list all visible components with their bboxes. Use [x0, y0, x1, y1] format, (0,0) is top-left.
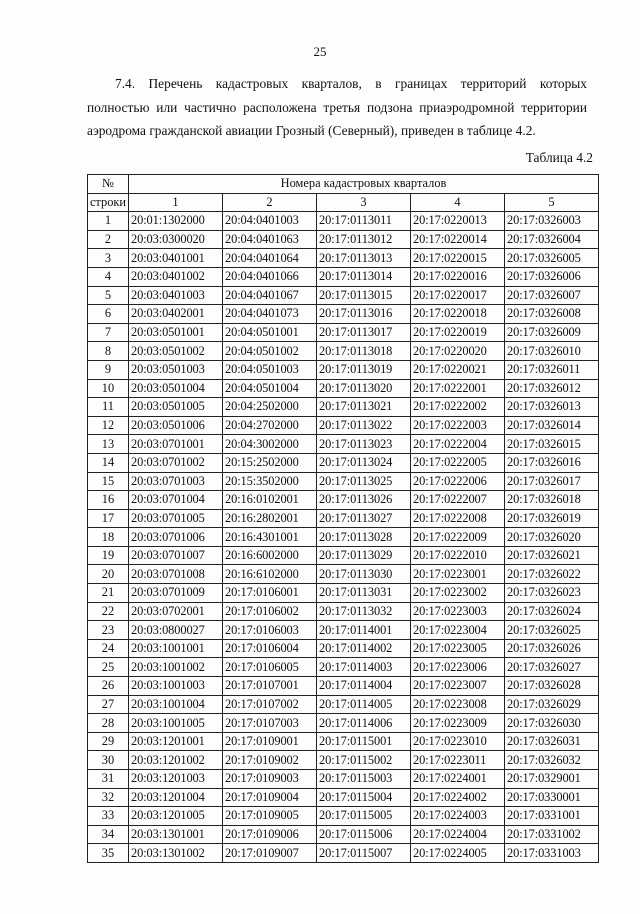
cadastral-number-cell: 20:17:0222008	[411, 509, 505, 528]
table-row	[88, 658, 599, 677]
cadastral-number-cell: 20:17:0331003	[505, 844, 599, 863]
cadastral-number-cell: 20:17:0326029	[505, 695, 599, 714]
cadastral-number-cell: 20:17:0326007	[505, 286, 599, 305]
cadastral-number-cell: 20:04:0401003	[223, 212, 317, 231]
cadastral-number-cell: 20:17:0114002	[317, 639, 411, 658]
cadastral-number-cell: 20:17:0115002	[317, 751, 411, 770]
cadastral-number-cell: 20:04:0501002	[223, 342, 317, 361]
cadastral-number-cell: 20:17:0326004	[505, 230, 599, 249]
cadastral-number-cell: 20:17:0106003	[223, 621, 317, 640]
cadastral-number-cell: 20:17:0326011	[505, 360, 599, 379]
cadastral-number-cell: 20:17:0115006	[317, 825, 411, 844]
cadastral-number-cell: 20:17:0113032	[317, 602, 411, 621]
cadastral-number-cell: 20:17:0326006	[505, 267, 599, 286]
cadastral-number-cell: 20:03:0501004	[129, 379, 223, 398]
cadastral-number-cell: 20:17:0329001	[505, 770, 599, 789]
intro-line: 7.4. Перечень кадастровых кварталов, в границах территорий которых	[115, 76, 587, 91]
row-number-cell: 30	[88, 751, 129, 770]
cadastral-number-cell: 20:17:0106005	[223, 658, 317, 677]
cadastral-number-cell: 20:17:0106004	[223, 639, 317, 658]
row-number-cell: 14	[88, 453, 129, 472]
table-row	[88, 267, 599, 286]
cadastral-number-cell: 20:17:0326024	[505, 602, 599, 621]
table-row	[88, 807, 599, 826]
cadastral-number-cell: 20:17:0326028	[505, 677, 599, 696]
cadastral-number-cell: 20:17:0107003	[223, 714, 317, 733]
row-number-cell: 25	[88, 658, 129, 677]
row-number-cell: 9	[88, 360, 129, 379]
cadastral-number-cell: 20:17:0114003	[317, 658, 411, 677]
cadastral-number-cell: 20:17:0109005	[223, 807, 317, 826]
cadastral-number-cell: 20:17:0326027	[505, 658, 599, 677]
cadastral-number-cell: 20:03:0701002	[129, 453, 223, 472]
intro-line: аэродрома гражданской авиации Грозный (Северный), приведен в таблице 4.2.	[87, 123, 536, 138]
cadastral-number-cell: 20:17:0326030	[505, 714, 599, 733]
row-number-cell: 22	[88, 602, 129, 621]
cadastral-number-cell: 20:17:0223005	[411, 639, 505, 658]
row-number-cell: 5	[88, 286, 129, 305]
cadastral-number-cell: 20:17:0115007	[317, 844, 411, 863]
cadastral-number-cell: 20:17:0326025	[505, 621, 599, 640]
cadastral-number-cell: 20:17:0220021	[411, 360, 505, 379]
intro-paragraph	[87, 72, 587, 143]
row-number-cell: 28	[88, 714, 129, 733]
cadastral-number-cell: 20:17:0220020	[411, 342, 505, 361]
row-number-cell: 12	[88, 416, 129, 435]
page-number: 25	[313, 44, 327, 59]
table-row	[88, 472, 599, 491]
cadastral-number-cell: 20:17:0113018	[317, 342, 411, 361]
cadastral-number-cell: 20:03:0701001	[129, 435, 223, 454]
cadastral-number-cell: 20:17:0331002	[505, 825, 599, 844]
row-number-cell: 16	[88, 491, 129, 510]
row-number-cell: 32	[88, 788, 129, 807]
cadastral-number-cell: 20:17:0113026	[317, 491, 411, 510]
cadastral-number-cell: 20:04:0401066	[223, 267, 317, 286]
cadastral-number-cell: 20:17:0331001	[505, 807, 599, 826]
cadastral-number-cell: 20:04:0501003	[223, 360, 317, 379]
cadastral-number-cell: 20:17:0222004	[411, 435, 505, 454]
table-row	[88, 677, 599, 696]
cadastral-number-cell: 20:17:0107002	[223, 695, 317, 714]
cadastral-number-cell: 20:03:0402001	[129, 305, 223, 324]
cadastral-number-cell: 20:17:0223003	[411, 602, 505, 621]
cadastral-number-cell: 20:17:0115005	[317, 807, 411, 826]
cadastral-number-cell: 20:17:0113015	[317, 286, 411, 305]
table-row	[88, 453, 599, 472]
row-number-cell: 11	[88, 398, 129, 417]
row-number-cell: 21	[88, 584, 129, 603]
cadastral-number-cell: 20:17:0223011	[411, 751, 505, 770]
cadastral-number-cell: 20:17:0326008	[505, 305, 599, 324]
cadastral-number-cell: 20:03:0300020	[129, 230, 223, 249]
cadastral-number-cell: 20:17:0326019	[505, 509, 599, 528]
cadastral-number-cell: 20:17:0223006	[411, 658, 505, 677]
row-number-cell: 29	[88, 732, 129, 751]
cadastral-number-cell: 20:17:0223010	[411, 732, 505, 751]
cadastral-number-cell: 20:17:0224004	[411, 825, 505, 844]
cadastral-number-cell: 20:03:0501003	[129, 360, 223, 379]
table-row	[88, 323, 599, 342]
cadastral-number-cell: 20:17:0326032	[505, 751, 599, 770]
cadastral-number-cell: 20:04:3002000	[223, 435, 317, 454]
row-number-cell: 13	[88, 435, 129, 454]
table-header-row	[88, 175, 599, 194]
table-column-numbers-row	[88, 193, 599, 212]
cadastral-number-cell: 20:17:0224002	[411, 788, 505, 807]
cadastral-number-cell: 20:17:0330001	[505, 788, 599, 807]
cadastral-number-cell: 20:17:0326009	[505, 323, 599, 342]
table-row	[88, 230, 599, 249]
cadastral-number-cell: 20:17:0113025	[317, 472, 411, 491]
cadastral-number-cell: 20:17:0113029	[317, 546, 411, 565]
cadastral-number-cell: 20:17:0113012	[317, 230, 411, 249]
cadastral-number-cell: 20:03:1301002	[129, 844, 223, 863]
cadastral-number-cell: 20:17:0326026	[505, 639, 599, 658]
cadastral-number-cell: 20:17:0326016	[505, 453, 599, 472]
cadastral-number-cell: 20:17:0114006	[317, 714, 411, 733]
cadastral-number-cell: 20:16:2802001	[223, 509, 317, 528]
cadastral-number-cell: 20:16:6002000	[223, 546, 317, 565]
cadastral-number-cell: 20:17:0222010	[411, 546, 505, 565]
row-number-cell: 8	[88, 342, 129, 361]
cadastral-number-cell: 20:17:0223001	[411, 565, 505, 584]
table-row	[88, 695, 599, 714]
table-row	[88, 435, 599, 454]
cadastral-number-cell: 20:04:2702000	[223, 416, 317, 435]
cadastral-number-cell: 20:17:0220014	[411, 230, 505, 249]
table-row	[88, 788, 599, 807]
cadastral-number-cell: 20:17:0113027	[317, 509, 411, 528]
cadastral-number-cell: 20:03:1001005	[129, 714, 223, 733]
cadastral-number-cell: 20:17:0115004	[317, 788, 411, 807]
table-row	[88, 751, 599, 770]
cadastral-number-cell: 20:17:0224001	[411, 770, 505, 789]
row-number-cell: 3	[88, 249, 129, 268]
cadastral-number-cell: 20:03:0501002	[129, 342, 223, 361]
cadastral-number-cell: 20:16:4301001	[223, 528, 317, 547]
cadastral-quarters-table	[87, 174, 599, 863]
cadastral-number-cell: 20:17:0222001	[411, 379, 505, 398]
table-row	[88, 360, 599, 379]
row-number-cell: 2	[88, 230, 129, 249]
table-caption: Таблица 4.2	[525, 150, 593, 165]
cadastral-number-cell: 20:17:0326005	[505, 249, 599, 268]
cadastral-number-cell: 20:17:0326021	[505, 546, 599, 565]
cadastral-number-cell: 20:17:0107001	[223, 677, 317, 696]
cadastral-number-cell: 20:17:0326012	[505, 379, 599, 398]
table-row	[88, 844, 599, 863]
cadastral-number-cell: 20:03:1001003	[129, 677, 223, 696]
table-row	[88, 528, 599, 547]
cadastral-number-cell: 20:17:0114005	[317, 695, 411, 714]
cadastral-number-cell: 20:17:0113030	[317, 565, 411, 584]
cadastral-number-cell: 20:17:0109006	[223, 825, 317, 844]
cadastral-number-cell: 20:17:0106002	[223, 602, 317, 621]
row-number-cell: 17	[88, 509, 129, 528]
cadastral-number-cell: 20:17:0223008	[411, 695, 505, 714]
cadastral-number-cell: 20:03:0701004	[129, 491, 223, 510]
cadastral-number-cell: 20:17:0222002	[411, 398, 505, 417]
cadastral-number-cell: 20:17:0326013	[505, 398, 599, 417]
cadastral-number-cell: 20:17:0326022	[505, 565, 599, 584]
row-number-cell: 1	[88, 212, 129, 231]
column-number: 3	[317, 193, 411, 212]
cadastral-number-cell: 20:17:0113020	[317, 379, 411, 398]
cadastral-number-cell: 20:17:0113014	[317, 267, 411, 286]
cadastral-number-cell: 20:17:0220016	[411, 267, 505, 286]
table-body	[88, 212, 599, 863]
cadastral-number-cell: 20:04:0501001	[223, 323, 317, 342]
row-number-cell: 10	[88, 379, 129, 398]
row-number-cell: 33	[88, 807, 129, 826]
row-number-cell: 23	[88, 621, 129, 640]
cadastral-number-cell: 20:17:0113017	[317, 323, 411, 342]
cadastral-number-cell: 20:17:0113031	[317, 584, 411, 603]
cadastral-number-cell: 20:17:0222009	[411, 528, 505, 547]
cadastral-number-cell: 20:17:0115001	[317, 732, 411, 751]
cadastral-number-cell: 20:01:1302000	[129, 212, 223, 231]
cadastral-number-cell: 20:03:1201001	[129, 732, 223, 751]
table-row	[88, 546, 599, 565]
table-row	[88, 770, 599, 789]
cadastral-number-cell: 20:17:0223007	[411, 677, 505, 696]
cadastral-number-cell: 20:17:0220017	[411, 286, 505, 305]
cadastral-number-cell: 20:03:0501001	[129, 323, 223, 342]
cadastral-number-cell: 20:17:0220019	[411, 323, 505, 342]
table-row	[88, 305, 599, 324]
row-number-cell: 15	[88, 472, 129, 491]
cadastral-number-cell: 20:17:0326003	[505, 212, 599, 231]
cadastral-number-cell: 20:17:0326031	[505, 732, 599, 751]
row-number-cell: 34	[88, 825, 129, 844]
cadastral-number-cell: 20:15:2502000	[223, 453, 317, 472]
cadastral-number-cell: 20:17:0326017	[505, 472, 599, 491]
cadastral-number-cell: 20:17:0326010	[505, 342, 599, 361]
cadastral-number-cell: 20:17:0113019	[317, 360, 411, 379]
cadastral-number-cell: 20:03:0701003	[129, 472, 223, 491]
cadastral-number-cell: 20:03:0501006	[129, 416, 223, 435]
intro-line: полностью или частично расположена третья подзона приаэродромной территории	[87, 99, 587, 115]
cadastral-number-cell: 20:17:0222007	[411, 491, 505, 510]
column-number: 2	[223, 193, 317, 212]
cadastral-number-cell: 20:17:0109001	[223, 732, 317, 751]
cadastral-number-cell: 20:16:0102001	[223, 491, 317, 510]
row-number-cell: 26	[88, 677, 129, 696]
cadastral-number-cell: 20:03:0401003	[129, 286, 223, 305]
cadastral-number-cell: 20:17:0220015	[411, 249, 505, 268]
table-row	[88, 491, 599, 510]
row-number-header-bottom: строки	[88, 193, 129, 212]
cadastral-number-cell: 20:17:0113022	[317, 416, 411, 435]
table-row	[88, 342, 599, 361]
cadastral-number-cell: 20:17:0113028	[317, 528, 411, 547]
cadastral-number-cell: 20:17:0222006	[411, 472, 505, 491]
cadastral-number-cell: 20:17:0222005	[411, 453, 505, 472]
row-number-cell: 6	[88, 305, 129, 324]
cadastral-number-cell: 20:03:0701007	[129, 546, 223, 565]
column-number: 5	[505, 193, 599, 212]
cadastral-number-cell: 20:03:1001002	[129, 658, 223, 677]
cadastral-number-cell: 20:17:0220013	[411, 212, 505, 231]
table-row	[88, 416, 599, 435]
table-row	[88, 825, 599, 844]
row-number-cell: 35	[88, 844, 129, 863]
cadastral-number-cell: 20:03:1201003	[129, 770, 223, 789]
table-row	[88, 398, 599, 417]
cadastral-number-cell: 20:04:0401063	[223, 230, 317, 249]
cadastral-number-cell: 20:04:0401064	[223, 249, 317, 268]
cadastral-number-cell: 20:04:2502000	[223, 398, 317, 417]
cadastral-number-cell: 20:17:0114004	[317, 677, 411, 696]
cadastral-number-cell: 20:17:0113013	[317, 249, 411, 268]
row-number-cell: 19	[88, 546, 129, 565]
cadastral-number-cell: 20:03:1201005	[129, 807, 223, 826]
cadastral-number-cell: 20:17:0223009	[411, 714, 505, 733]
cadastral-number-cell: 20:17:0326020	[505, 528, 599, 547]
row-number-cell: 27	[88, 695, 129, 714]
table-row	[88, 379, 599, 398]
cadastral-number-cell: 20:03:1201004	[129, 788, 223, 807]
table-row	[88, 286, 599, 305]
table-row	[88, 212, 599, 231]
cadastral-number-cell: 20:17:0109002	[223, 751, 317, 770]
table-row	[88, 509, 599, 528]
cadastral-number-cell: 20:17:0114001	[317, 621, 411, 640]
table-row	[88, 621, 599, 640]
cadastral-number-cell: 20:03:1001004	[129, 695, 223, 714]
cadastral-number-cell: 20:17:0223002	[411, 584, 505, 603]
column-number: 1	[129, 193, 223, 212]
cadastral-number-cell: 20:17:0109007	[223, 844, 317, 863]
table-row	[88, 584, 599, 603]
table-row	[88, 714, 599, 733]
row-number-cell: 20	[88, 565, 129, 584]
cadastral-number-cell: 20:03:0701008	[129, 565, 223, 584]
table-row	[88, 732, 599, 751]
column-number: 4	[411, 193, 505, 212]
cadastral-number-cell: 20:17:0326015	[505, 435, 599, 454]
cadastral-number-cell: 20:17:0326018	[505, 491, 599, 510]
cadastral-number-cell: 20:17:0326014	[505, 416, 599, 435]
cadastral-number-cell: 20:03:1301001	[129, 825, 223, 844]
cadastral-number-cell: 20:03:1001001	[129, 639, 223, 658]
cadastral-number-cell: 20:17:0224005	[411, 844, 505, 863]
table-row	[88, 602, 599, 621]
cadastral-number-cell: 20:03:0701005	[129, 509, 223, 528]
cadastral-number-cell: 20:03:0702001	[129, 602, 223, 621]
cadastral-number-cell: 20:04:0401073	[223, 305, 317, 324]
cadastral-number-cell: 20:17:0113011	[317, 212, 411, 231]
cadastral-number-cell: 20:03:0401002	[129, 267, 223, 286]
cadastral-number-cell: 20:17:0223004	[411, 621, 505, 640]
row-number-header-top: №	[88, 175, 129, 194]
table-row	[88, 639, 599, 658]
cadastral-number-cell: 20:17:0106001	[223, 584, 317, 603]
cadastral-number-cell: 20:04:0501004	[223, 379, 317, 398]
row-number-cell: 7	[88, 323, 129, 342]
row-number-cell: 4	[88, 267, 129, 286]
cadastral-number-cell: 20:16:6102000	[223, 565, 317, 584]
row-number-cell: 18	[88, 528, 129, 547]
cadastral-number-cell: 20:17:0326023	[505, 584, 599, 603]
cadastral-number-cell: 20:17:0113021	[317, 398, 411, 417]
cadastral-number-cell: 20:03:0701009	[129, 584, 223, 603]
cadastral-number-cell: 20:03:0501005	[129, 398, 223, 417]
cadastral-number-cell: 20:17:0115003	[317, 770, 411, 789]
cadastral-number-cell: 20:17:0113024	[317, 453, 411, 472]
cadastral-number-cell: 20:04:0401067	[223, 286, 317, 305]
cadastral-number-cell: 20:17:0222003	[411, 416, 505, 435]
cadastral-numbers-header: Номера кадастровых кварталов	[129, 175, 599, 194]
row-number-cell: 31	[88, 770, 129, 789]
cadastral-number-cell: 20:17:0224003	[411, 807, 505, 826]
table-row	[88, 249, 599, 268]
table-row	[88, 565, 599, 584]
cadastral-number-cell: 20:03:0701006	[129, 528, 223, 547]
cadastral-number-cell: 20:17:0109004	[223, 788, 317, 807]
cadastral-number-cell: 20:17:0113016	[317, 305, 411, 324]
cadastral-number-cell: 20:03:0401001	[129, 249, 223, 268]
row-number-cell: 24	[88, 639, 129, 658]
cadastral-number-cell: 20:03:1201002	[129, 751, 223, 770]
cadastral-number-cell: 20:03:0800027	[129, 621, 223, 640]
cadastral-number-cell: 20:17:0109003	[223, 770, 317, 789]
cadastral-number-cell: 20:17:0113023	[317, 435, 411, 454]
cadastral-number-cell: 20:17:0220018	[411, 305, 505, 324]
cadastral-number-cell: 20:15:3502000	[223, 472, 317, 491]
